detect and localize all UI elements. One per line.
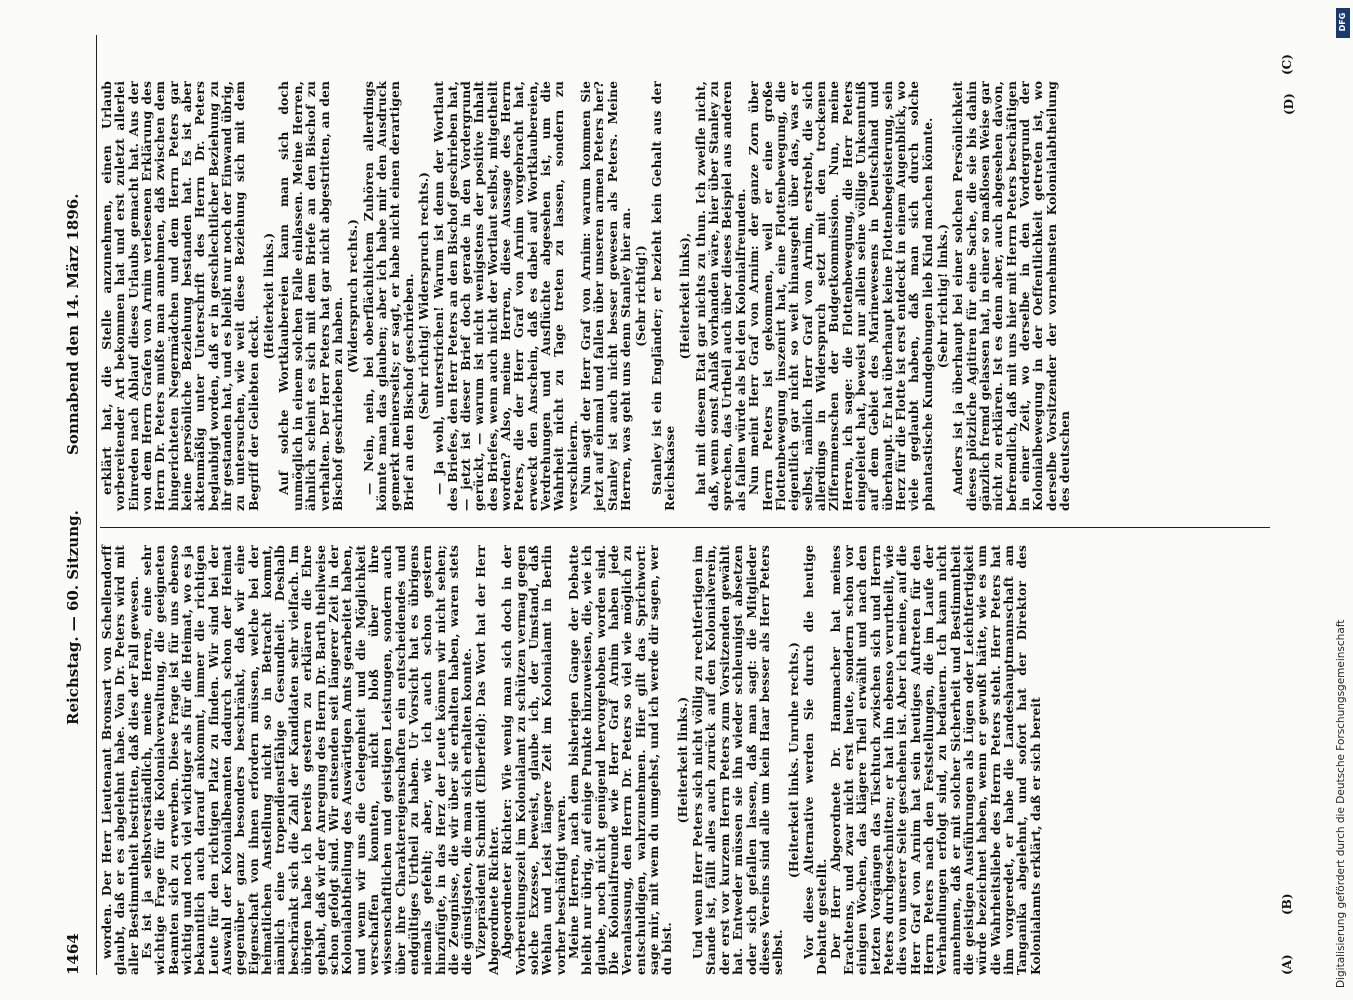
margin-letter-a: (A) [1280, 954, 1294, 975]
left-column [100, 545, 1270, 975]
paragraph: Der Herr Abgeordnete Dr. Hammacher hat meines Erachtens, und zwar nicht erst heute, sondern schon vor einigen Wochen, das klägere Theil erwählt und nach den letzten Vorgängen das Tischtuch zwischen sich und Herrn Peters durchgeschnitten; er hat ihn ebenso verurtheilt, wie dies von unserer Seite geschehen ist. Aber ich meine, auf die Herr Graf von Arnim hat sein heutiges Auftreten für den Herrn Peters nach den Feststellungen, die im Laufe der Verhandlungen erfolgt sind, zu bedauern. Ich kann nicht annehmen, daß er mit solcher Sicherheit und Bestimmtheit die geistigen Ausführungen als Lügen oder Leichtfertigkeit würde bezeichnet haben, wenn er gewußt hätte, wie es um die Wahrheitsliebe des Herrn Peters steht. Herr Peters hat ihm vorgeredet, er habe die Landeshauptmannschaft am Tanganika abgelehnt, und sofort hat der Direktor des Kolonialamts erklärt, daß er sich bereit [827, 545, 1043, 975]
interjection: (Sehr richtig! links.) [934, 223, 950, 369]
interjection: (Heiterkeit links.) [674, 696, 690, 824]
paragraph: worden. Der Herr Lieutenant Bronsart von Schellendorff glaubt, daß er es abgelehnt habe. Von Dr. Peters wird mit aller Bestimmtheit bestritten, daß dies der Fall gewesen. [99, 545, 141, 975]
paragraph: — Ja wohl, unterstrichen! Warum ist denn der Wortlaut des Briefes, den Herr Peters an den Bischof geschrieben hat, — jetzt ist dieser Brief doch gerade in den Vordergrund gerückt, — warum ist nicht wenigstens der positive Inhalt des Briefes, wenn auch nicht der Wortlaut selbst, mitgetheilt worden? Also, meine Herren, diese Aussage des Herrn Peters, die der Herr Graf von Arnim vorgebracht hat, erweckt den Anschein, daß es dabei auf Wortklaubereien, Verdrehungen und Ausflüchte abgesehen ist, um die Wahrheit nicht zu Tage treten zu lassen, sondern zu verschleiern. [431, 81, 580, 511]
paragraph: Meine Herren, nach dem bisherigen Gange der Debatte bleibt nur übrig, auf einige Punkte hinzuweisen, die, wie ich glaube, noch nicht genügend hervorgehoben worden sind. Die Kolonialfreunde wie Herr Graf Arnim haben jede Veranlassung, den Herrn Dr. Peters so viel wie möglich zu entschuldigen, wahrzunehmen. Hier gilt das Sprichwort: sage mir, mit wem du umgehst, und ich werde dir sagen, wer du bist. [566, 545, 675, 975]
interjection: (Widerspruch rechts.) [345, 218, 361, 374]
paragraph: Nun meint Herr Graf von Arnim: der ganze Zorn über Herrn Peters ist gekommen, weil er eine große Flottenbewegung inszenirt hat, eine Flottenbewegung, die eigentlich gar nicht so weit hinausgeht über das, was er selbst, nämlich Herr Graf von Arnim, erstrebt, die sich allerdings in Widerspruch setzt mit den trockenen Ziffernmenschen der Budgetkommission. Nun, meine Herren, ich sage: die Flottenbewegung, die Herr Peters eingeleitet hat, beweist nur allein seine völlige Unkenntniß auf dem Gebiet des Marinewesens in Deutschland und überhaupt. Er hat überhaupt keine Flottenbegeisterung, sein Herz für die Flotte ist erst entdeckt in einem Augenblick, wo viele geglaubt haben, daß man sich durch solche phantastische Kundgebungen lieb Kind machen könnte. [746, 81, 935, 511]
margin-letter-c: (C) [1280, 54, 1294, 75]
dfg-logo-text: DFG [1338, 12, 1347, 32]
interjection: (Heiterkeit links. Unruhe rechts.) [785, 641, 801, 879]
rotated-page-content [60, 35, 1315, 975]
paragraph: Nun sagt der Herr Graf von Arnim: warum kommen Sie jetzt auf einmal und fallen über unseren armen Peters her? Stanley ist auch nicht besser gewesen als Peters. Meine Herren, was geht uns denn Stanley hier an. [578, 81, 634, 511]
paragraph: Vizepräsident Schmidt (Elberfeld): Das Wort hat der Herr Abgeordnete Richter. [472, 545, 501, 975]
attribution-caption [1333, 8, 1349, 988]
paragraph: Auf solche Wortklaubereien kann man sich doch unmöglich in einem solchen Falle einlassen. Meine Herren, ähnlich scheint es sich mit dem Briefe an den Bischof zu verhalten. Der Herr Peters hat gar nicht abgestritten, an den Bischof geschrieben zu haben. [276, 81, 345, 511]
column-rule [100, 527, 1270, 528]
interjection: (Sehr richtig! Widerspruch rechts.) [415, 171, 431, 421]
paragraph: erklärt hat, die Stelle anzunehmen, einen Urlaub vorbereitender Art bekommen hat und erst zuletzt allerlei Einreden nach Ablauf dieses Urlaubs gemacht hat. Aus der von dem Herrn Grafen von Arnim verlesenen Erklärung des Herrn Dr. Peters mußte man annehmen, daß zwischen dem hingerichteten Negermädchen und dem Herrn Peters gar keine persönliche Beziehung bestanden hat. Es ist aber aktenmäßig unter Unterschrift des Herrn Dr. Peters beglaubigt worden, daß er in geschlechtlicher Beziehung zu ihr gestanden hat, und es bleibt nur noch der Einwand übrig, zu untersuchen, wie weit diese Beziehung sich mit dem Begriff der Geliebten deckt. [99, 81, 261, 511]
header-rule [96, 35, 97, 975]
session-date: Sonnabend den 14. März 1896. [64, 193, 82, 455]
page-number: 1464 [64, 933, 82, 975]
paragraph: Stanley ist ein Engländer; er bezieht kein Gehalt aus der Reichskasse [648, 81, 678, 511]
interjection: (Heiterkeit links.) [261, 232, 277, 360]
margin-letter-d: (D) [1282, 93, 1296, 115]
paragraph: — Nein, nein, bei oberflächlichem Zuhören allerdings könnte man das glauben; aber ich habe mir den Ausdruck gemerkt meinerseits; er sagt, er habe nicht einen derartigen Brief an den Bischof geschrieben. [360, 81, 416, 511]
paragraph: Und wenn Herr Peters sich nicht völlig zu rechtfertigen im Stande ist, fällt alles auch zurück auf den Kolonialverein, der erst vor kurzem Herrn Peters zum Vorsitzenden gewählt hat. Entweder müssen sie ihn wieder schleunigst absetzen oder sich gefallen lassen, daß man sagt: die Mitglieder dieses Vereins sind alle um kein Haar besser als Herr Peters selbst. [690, 545, 786, 975]
page-header [60, 35, 86, 975]
interjection: (Heiterkeit links), [677, 232, 693, 360]
session-title: Reichstag. — 60. Sitzung. [64, 510, 82, 725]
margin-letter-b: (B) [1280, 893, 1294, 915]
attribution-text: Digitalisierung gefördert durch die Deutsche Forschungsgemeinschaft [1335, 619, 1347, 988]
right-column [100, 81, 1270, 511]
interjection: (Sehr richtig!) [633, 245, 649, 347]
paragraph: Vor diese Alternative werden Sie durch die heutige Debatte gestellt. [800, 545, 830, 975]
paragraph: Anders ist ja überhaupt bei einer solchen Persönlichkeit dieses plötzliche Agitiren für eine Sache, die sie bis dahin gänzlich fremd gelassen hat, in einer so maßlosen Weise gar nicht zu erklären. Ist es denn aber, auch abgesehen davon, befremdlich, daß mit uns hier mit Herrn Peters beschäftigen in einer Zeit, wo derselbe in den Vordergrund der Kolonialbewegung in der Oeffentlichkeit getreten ist, wo derselbe Vorsitzender der vornehmsten Kolonialabtheilung des deutschen [950, 81, 1073, 511]
paragraph: Es ist ja selbstverständlich, meine Herren, eine sehr wichtige Frage für die Kolonialverwaltung, die geeigneten Beamten sich zu erwerben. Diese Frage ist für uns ebenso wichtig und noch viel wichtiger als für die Heimat, wo es ja bekanntlich auch darauf ankommt, immer die richtigen Leute für den richtigen Platz zu finden. Wir sind bei der Auswahl der Kolonialbeamten dadurch schon der Heimat gegenüber ganz besonders beschränkt, daß wir eine Eigenschaft von ihnen erfordern müssen, welche bei der heimatlichen Anstellung nicht so in Betracht kommt, nämlich eine tropendienstfähige Gesundheit. Deshalb beschränkt sich die Zahl der Kandidaten sehr vielfach. Im übrigen habe ich bereits gestern zu erklären die Ehre gehabt, daß wir der Anregung des Herrn Dr. Barth theilweise schon gefolgt sind. Wir entsenden seit längerer Zeit in der Kolonialabtheilung des Auswärtigen Amts gearbeitet haben, und wenn wir uns die Gelegenheit und die Möglichkeit verschaffen konnten, nicht bloß über ihre wissenschaftlichen und geistigen Leistungen, sondern auch über ihre Charaktereigenschaften ein entscheidendes und endgültiges Urtheil zu haben. Ur Vorsicht hat es übrigens niemals gefehlt; aber, wie ich auch schon gestern hinzufügte, in das Herz der Leute können wir nicht sehen; die Zeugnisse, die wir über sie erhalten haben, waren stets die günstigsten, die man sich erhalten konnte. [139, 545, 475, 975]
paragraph: Abgeordneter Richter: Wie wenig man sich doch in der Vorbereitungszeit im Kolonialamt zu schützen vermag gegen solche Exzesse, beweist, glaube ich, der Umstand, daß Wehlan und Leist längere Zeit im Kolonialamt in Berlin vorher beschäftigt waren. [499, 545, 568, 975]
paragraph: hat mit diesem Etat gar nichts zu thun. Ich zweifle nicht, daß, wenn sonst Anlaß vorhanden wäre, hier über Stanley zu sprechen, das Urtheil auch über dieses Beispiel aus anderen als fallen würde als bei den Kolonialfreunden. [692, 81, 748, 511]
